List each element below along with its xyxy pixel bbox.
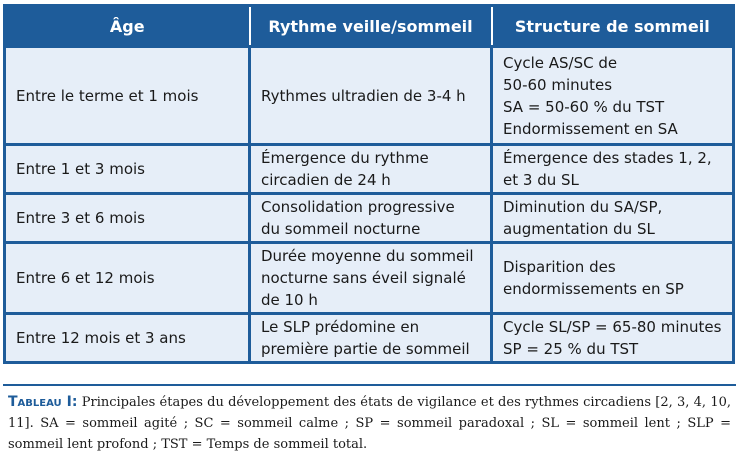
table-row (5, 145, 734, 194)
cell-rythme (250, 314, 492, 363)
table-header-row (5, 6, 734, 47)
cell-age (5, 314, 250, 363)
cell-text: Diminution du SA/SP, augmentation du SL (503, 198, 663, 238)
cell-rythme (250, 243, 492, 314)
table-row (5, 314, 734, 363)
cell-text: Entre 6 et 12 mois (16, 269, 155, 287)
cell-text: Cycle SL/SP = 65-80 minutes SP = 25 % du TST (503, 318, 722, 358)
cell-text: Consolidation progressive du sommeil nocturne (261, 198, 455, 238)
header-age: Âge (5, 6, 250, 47)
cell-text: Émergence des stades 1, 2, et 3 du SL (503, 149, 712, 189)
caption-divider (3, 384, 736, 386)
cell-age (5, 145, 250, 194)
cell-structure (492, 47, 734, 145)
cell-age (5, 194, 250, 243)
cell-age (5, 243, 250, 314)
cell-rythme (250, 145, 492, 194)
cell-text: Durée moyenne du sommeil nocturne sans éveil signalé de 10 h (261, 247, 474, 309)
cell-text: Entre 3 et 6 mois (16, 209, 145, 227)
table-row (5, 194, 734, 243)
cell-text: Entre 1 et 3 mois (16, 160, 145, 178)
cell-structure (492, 145, 734, 194)
cell-structure (492, 194, 734, 243)
table-row (5, 47, 734, 145)
cell-text: Rythmes ultradien de 3-4 h (261, 86, 466, 105)
cell-structure (492, 314, 734, 363)
cell-rythme (250, 47, 492, 145)
table-row (5, 243, 734, 314)
cell-age (5, 47, 250, 145)
caption-label: Tableau I: (8, 394, 78, 410)
cell-rythme (250, 194, 492, 243)
table-caption (8, 392, 731, 455)
cell-text: Disparition des endormissements en SP (503, 258, 684, 298)
cell-text: Émergence du rythme circadien de 24 h (261, 149, 429, 189)
header-structure: Structure de sommeil (492, 6, 734, 47)
cell-text: Cycle AS/SC de 50-60 minutes SA = 50-60 % du TST Endormissement en SA (503, 53, 678, 138)
cell-text: Entre le terme et 1 mois (16, 86, 199, 105)
header-rythme: Rythme veille/sommeil (250, 6, 492, 47)
cell-text: Entre 12 mois et 3 ans (16, 329, 186, 347)
sleep-development-table (3, 4, 735, 364)
cell-text: Le SLP prédomine en première partie de sommeil (261, 318, 470, 358)
caption-text: Principales étapes du développement des états de vigilance et des rythmes circadiens [2, 3, 4, 10, 11]. SA = sommeil agité ; SC = sommeil calme ; SP = sommeil paradoxal ; SL = sommeil lent ; SLP = sommeil lent profond ; TST = Temps de sommeil total. (8, 395, 731, 452)
cell-structure (492, 243, 734, 314)
